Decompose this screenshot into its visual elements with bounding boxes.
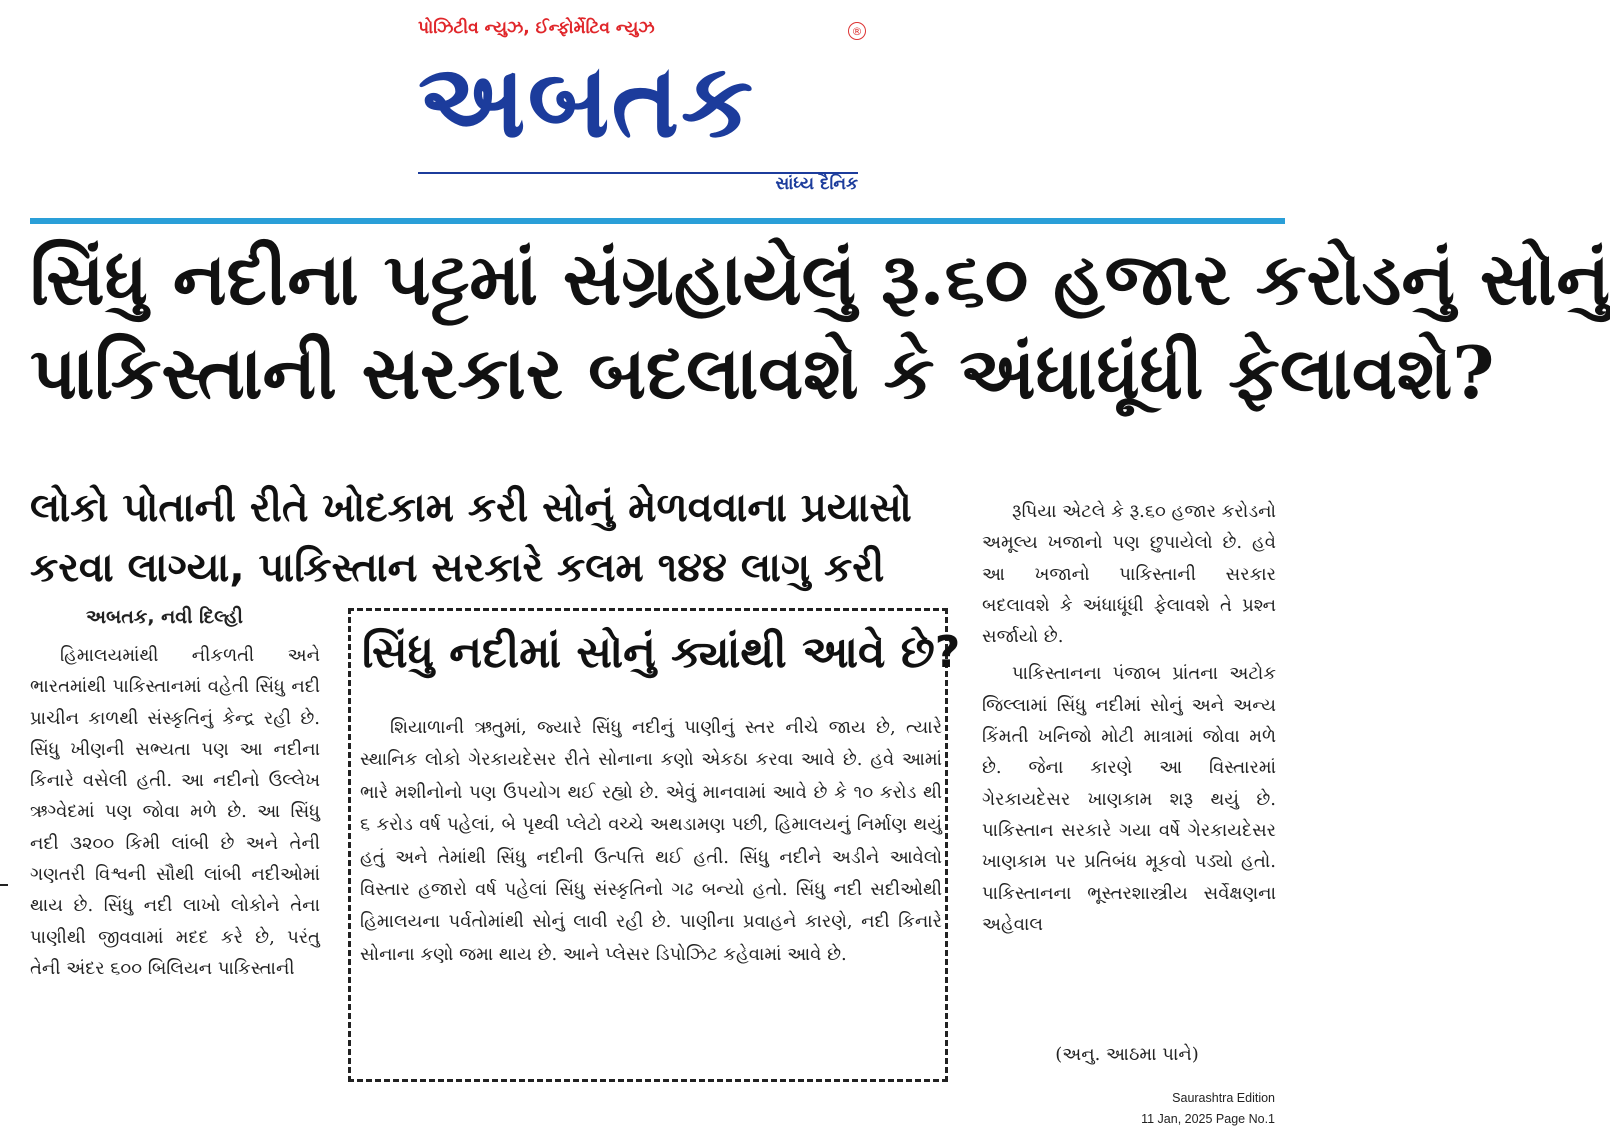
page-footer	[1060, 1088, 1275, 1130]
headline	[30, 232, 1610, 420]
footer-date-page: 11 Jan, 2025 Page No.1	[1141, 1112, 1275, 1126]
right-column-para-2: પાકિસ્તાનના પંજાબ પ્રાંતના અટોક જિલ્લામાં સિંધુ નદીમાં સોનું અને અન્ય કિંમતી ખનિજો મોટી માત્રામાં જોવા મળે છે. જેના કારણે આ વિસ્તારમાં ગેરકાયદેસર ખાણકામ શરૂ થયું છે. પાકિસ્તાન સરકારે ગયા વર્ષે ગેરકાયદેસર ખાણકામ પર પ્રતિબંધ મૂકવો પડ્યો હતો. પાકિસ્તાનના ભૂસ્તરશાસ્ત્રીય સર્વેક્ષણના અહેવાલ	[982, 663, 1276, 935]
subheadline-line-2: કરવા લાગ્યા, પાકિસ્તાન સરકારે કલમ ૧૪૪ લાગુ કરી	[30, 545, 885, 591]
footer-edition: Saurashtra Edition	[1172, 1091, 1275, 1105]
dateline: અબતક, નવી દિલ્હી	[86, 606, 243, 628]
right-column	[982, 496, 1276, 1036]
left-column-text: હિમાલયમાંથી નીકળતી અને ભારતમાંથી પાકિસ્તાનમાં વહેતી સિંધુ નદી પ્રાચીન કાળથી સંસ્કૃતિનું કેન્દ્ર રહી છે. સિંધુ ખીણની સભ્યતા પણ આ નદીના કિનારે વસેલી હતી. આ નદીનો ઉલ્લેખ ઋગ્વેદમાં પણ જોવા મળે છે. આ સિંધુ નદી ૩૨૦૦ કિમી લાંબી છે અને તેની ગણતરી વિશ્વની સૌથી લાંબી નદીઓમાં થાય છે. સિંધુ નદી લાખો લોકોને તેના પાણીથી જીવવામાં મદદ કરે છે, પરંતુ તેની અંદર ૬૦૦ બિલિયન પાકિસ્તાની	[30, 645, 320, 979]
story-box-body: શિયાળાની ઋતુમાં, જ્યારે સિંધુ નદીનું પાણીનું સ્તર નીચે જાય છે, ત્યારે સ્થાનિક લોકો ગેરકાયદેસર રીતે સોનાના કણો એકઠા કરવા આવે છે. હવે આમાં ભારે મશીનોનો પણ ઉપયોગ થઈ રહ્યો છે. એવું માનવામાં આવે છે કે ૧૦ કરોડ થી ૬ કરોડ વર્ષ પહેલાં, બે પૃથ્વી પ્લેટો વચ્ચે અથડામણ પછી, હિમાલયનું નિર્માણ થયું હતું અને તેમાંથી સિંધુ નદીની ઉત્પત્તિ થઈ હતી. સિંધુ નદીને અડીને આવેલો વિસ્તાર હજારો વર્ષ પહેલાં સિંધુ સંસ્કૃતિનો ગઢ બન્યો હતો. સિંધુ નદી સદીઓથી હિમાલયના પર્વતોમાંથી સોનું લાવી રહી છે. પાણીના પ્રવાહને કારણે, નદી કિનારે સોનાના કણો જમા થાય છે. આને પ્લેસર ડિપોઝિટ કહેવામાં આવે છે.	[360, 717, 942, 965]
registered-mark-icon: ®	[848, 22, 866, 40]
continued-note: (અનુ. આઠમા પાને)	[1055, 1044, 1199, 1065]
top-rule	[30, 218, 1285, 224]
story-box-title: સિંધુ નદીમાં સોનું ક્યાંથી આવે છે?	[362, 627, 961, 678]
masthead-logo: અબતક	[418, 42, 756, 161]
masthead-subtitle: સાંધ્ય દૈનિક	[775, 174, 858, 194]
subheadline-line-1: લોકો પોતાની રીતે ખોદકામ કરી સોનું મેળવવાના પ્રયાસો	[30, 485, 912, 531]
masthead-tagline: પોઝિટીવ ન્યુઝ, ઈન્ફોર્મેટિવ ન્યુઝ	[418, 18, 655, 38]
subheadline	[30, 478, 960, 598]
right-column-para-1: રૂપિયા એટલે કે રૂ.૬૦ હજાર કરોડનો અમૂલ્ય ખજાનો પણ છુપાયેલો છે. હવે આ ખજાનો પાકિસ્તાની સરકાર બદલાવશે કે અંધાધૂંધી ફેલાવશે તે પ્રશ્ન સર્જાયો છે.	[982, 501, 1276, 648]
margin-tick	[0, 884, 8, 886]
headline-line-2: પાકિસ્તાની સરકાર બદલાવશે કે અંધાધૂંધી ફેલાવશે?	[30, 330, 1495, 415]
left-column	[30, 640, 320, 1088]
headline-line-1: સિંધુ નદીના પટ્ટમાં સંગ્રહાયેલું રૂ.૬૦ હજાર કરોડનું સોનું	[30, 236, 1610, 321]
